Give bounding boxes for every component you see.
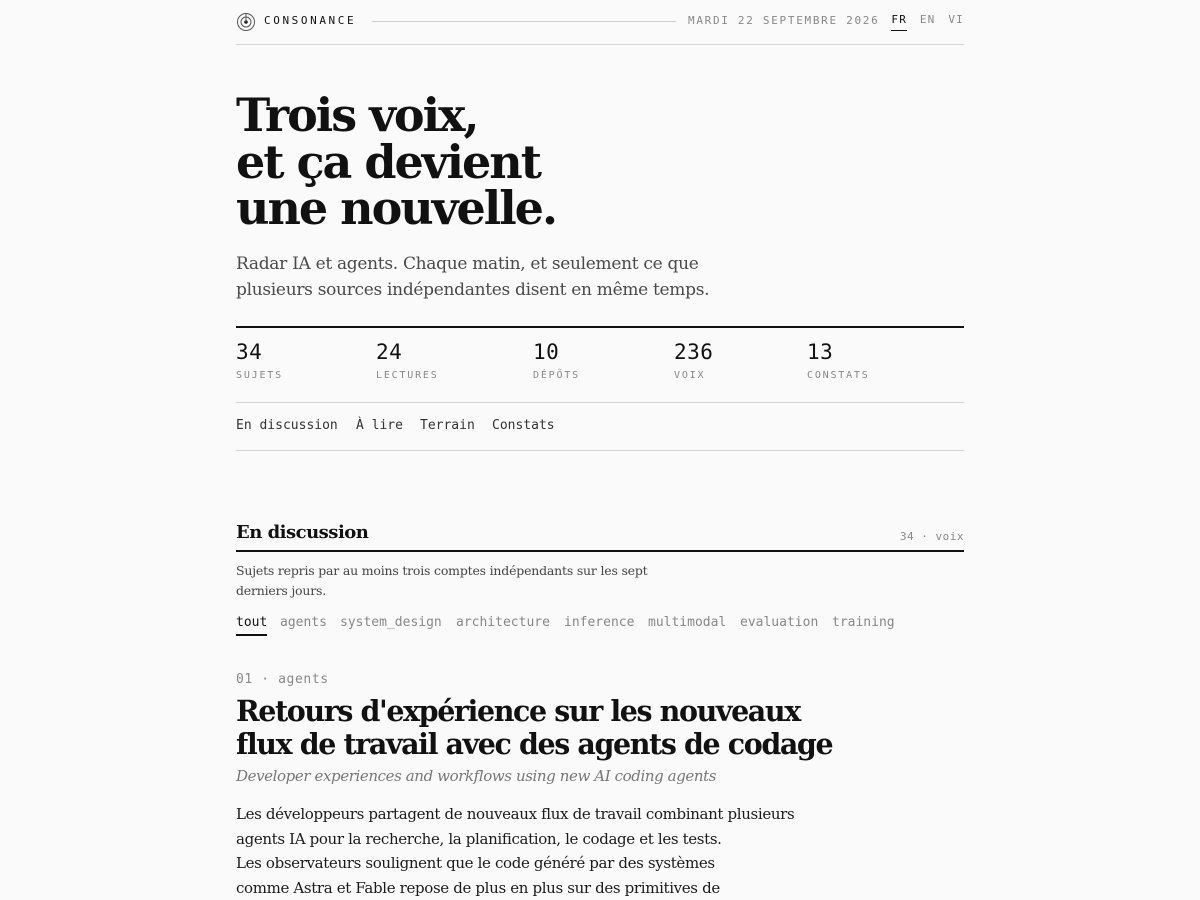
filter-system-design[interactable]: system_design — [340, 615, 442, 630]
filter-evaluation[interactable]: evaluation — [740, 615, 819, 630]
filter-multimodal[interactable]: multimodal — [648, 615, 727, 630]
stat-label: VOIX — [674, 370, 706, 381]
filter-inference[interactable]: inference — [564, 615, 635, 630]
stat-voices — [674, 340, 713, 381]
language-switcher — [886, 13, 964, 31]
nav-constats[interactable]: Constats — [492, 418, 555, 433]
article-body-line: Les développeurs partagent de nouveaux flux de travail combinant plusieurs — [236, 805, 795, 823]
section-header — [236, 520, 964, 552]
article-title[interactable] — [236, 695, 832, 761]
article-body-line: comme Astra et Fable repose de plus en plus sur des primitives de — [236, 878, 720, 897]
hero-title-line: une nouvelle. — [236, 181, 556, 235]
stat-subjects — [236, 340, 283, 381]
top-bar — [236, 0, 964, 45]
article-title-line[interactable]: Retours d'expérience sur les nouveaux — [236, 694, 800, 728]
stat-readings — [376, 340, 439, 381]
nav-a-lire[interactable]: À lire — [356, 418, 403, 433]
stat-label: LECTURES — [376, 370, 439, 381]
stat-value: 13 — [807, 340, 834, 364]
article-title-line[interactable]: flux de travail avec des agents de codage — [236, 727, 833, 761]
stat-value: 34 — [236, 340, 263, 364]
stat-label: CONSTATS — [807, 370, 870, 381]
article-body-line: agents IA pour la recherche, la planification, le codage et les tests. — [236, 829, 722, 848]
article-body-line: Les observateurs soulignent que le code généré par des systèmes — [236, 854, 715, 872]
lang-vi[interactable]: VI — [948, 13, 964, 26]
filter-tout[interactable]: tout — [236, 615, 267, 636]
radar-logo-icon — [236, 12, 256, 32]
lang-fr[interactable]: FR — [891, 13, 907, 31]
stats-bar — [236, 326, 964, 403]
page — [236, 0, 964, 897]
hero-title — [236, 88, 556, 235]
header-divider — [372, 21, 676, 22]
section-nav — [236, 403, 964, 451]
brand-name[interactable]: CONSONANCE — [264, 14, 357, 27]
hero-title-line: Trois voix, — [236, 88, 478, 142]
nav-en-discussion[interactable]: En discussion — [236, 418, 338, 433]
article-subtitle: Developer experiences and workflows using new AI coding agents — [236, 767, 717, 785]
filter-architecture[interactable]: architecture — [456, 615, 550, 630]
section-meta: 34 · voix — [899, 530, 964, 543]
nav-terrain[interactable]: Terrain — [420, 418, 475, 433]
section-title: En discussion — [236, 522, 369, 543]
filter-agents[interactable]: agents — [280, 615, 327, 630]
stat-findings — [807, 340, 870, 381]
hero-title-line: et ça devient — [236, 134, 540, 189]
article-meta: 01 · agents — [236, 672, 329, 687]
stat-label: DÉPÔTS — [533, 370, 580, 381]
stat-repos — [533, 340, 580, 381]
filter-training[interactable]: training — [832, 615, 895, 630]
stat-value: 10 — [533, 340, 560, 364]
article-body — [236, 802, 794, 900]
section-description: Sujets repris par au moins trois comptes indépendants sur les sept derniers jours. — [236, 563, 648, 598]
hero-subtitle: Radar IA et agents. Chaque matin, et seulement ce que plusieurs sources indépendantes disent en même temps. — [236, 254, 710, 300]
current-date: MARDI 22 SEPTEMBRE 2026 — [688, 14, 880, 27]
lang-en[interactable]: EN — [919, 13, 936, 26]
stat-value: 24 — [376, 340, 403, 364]
stat-label: SUJETS — [236, 370, 283, 381]
stat-value: 236 — [674, 340, 714, 364]
